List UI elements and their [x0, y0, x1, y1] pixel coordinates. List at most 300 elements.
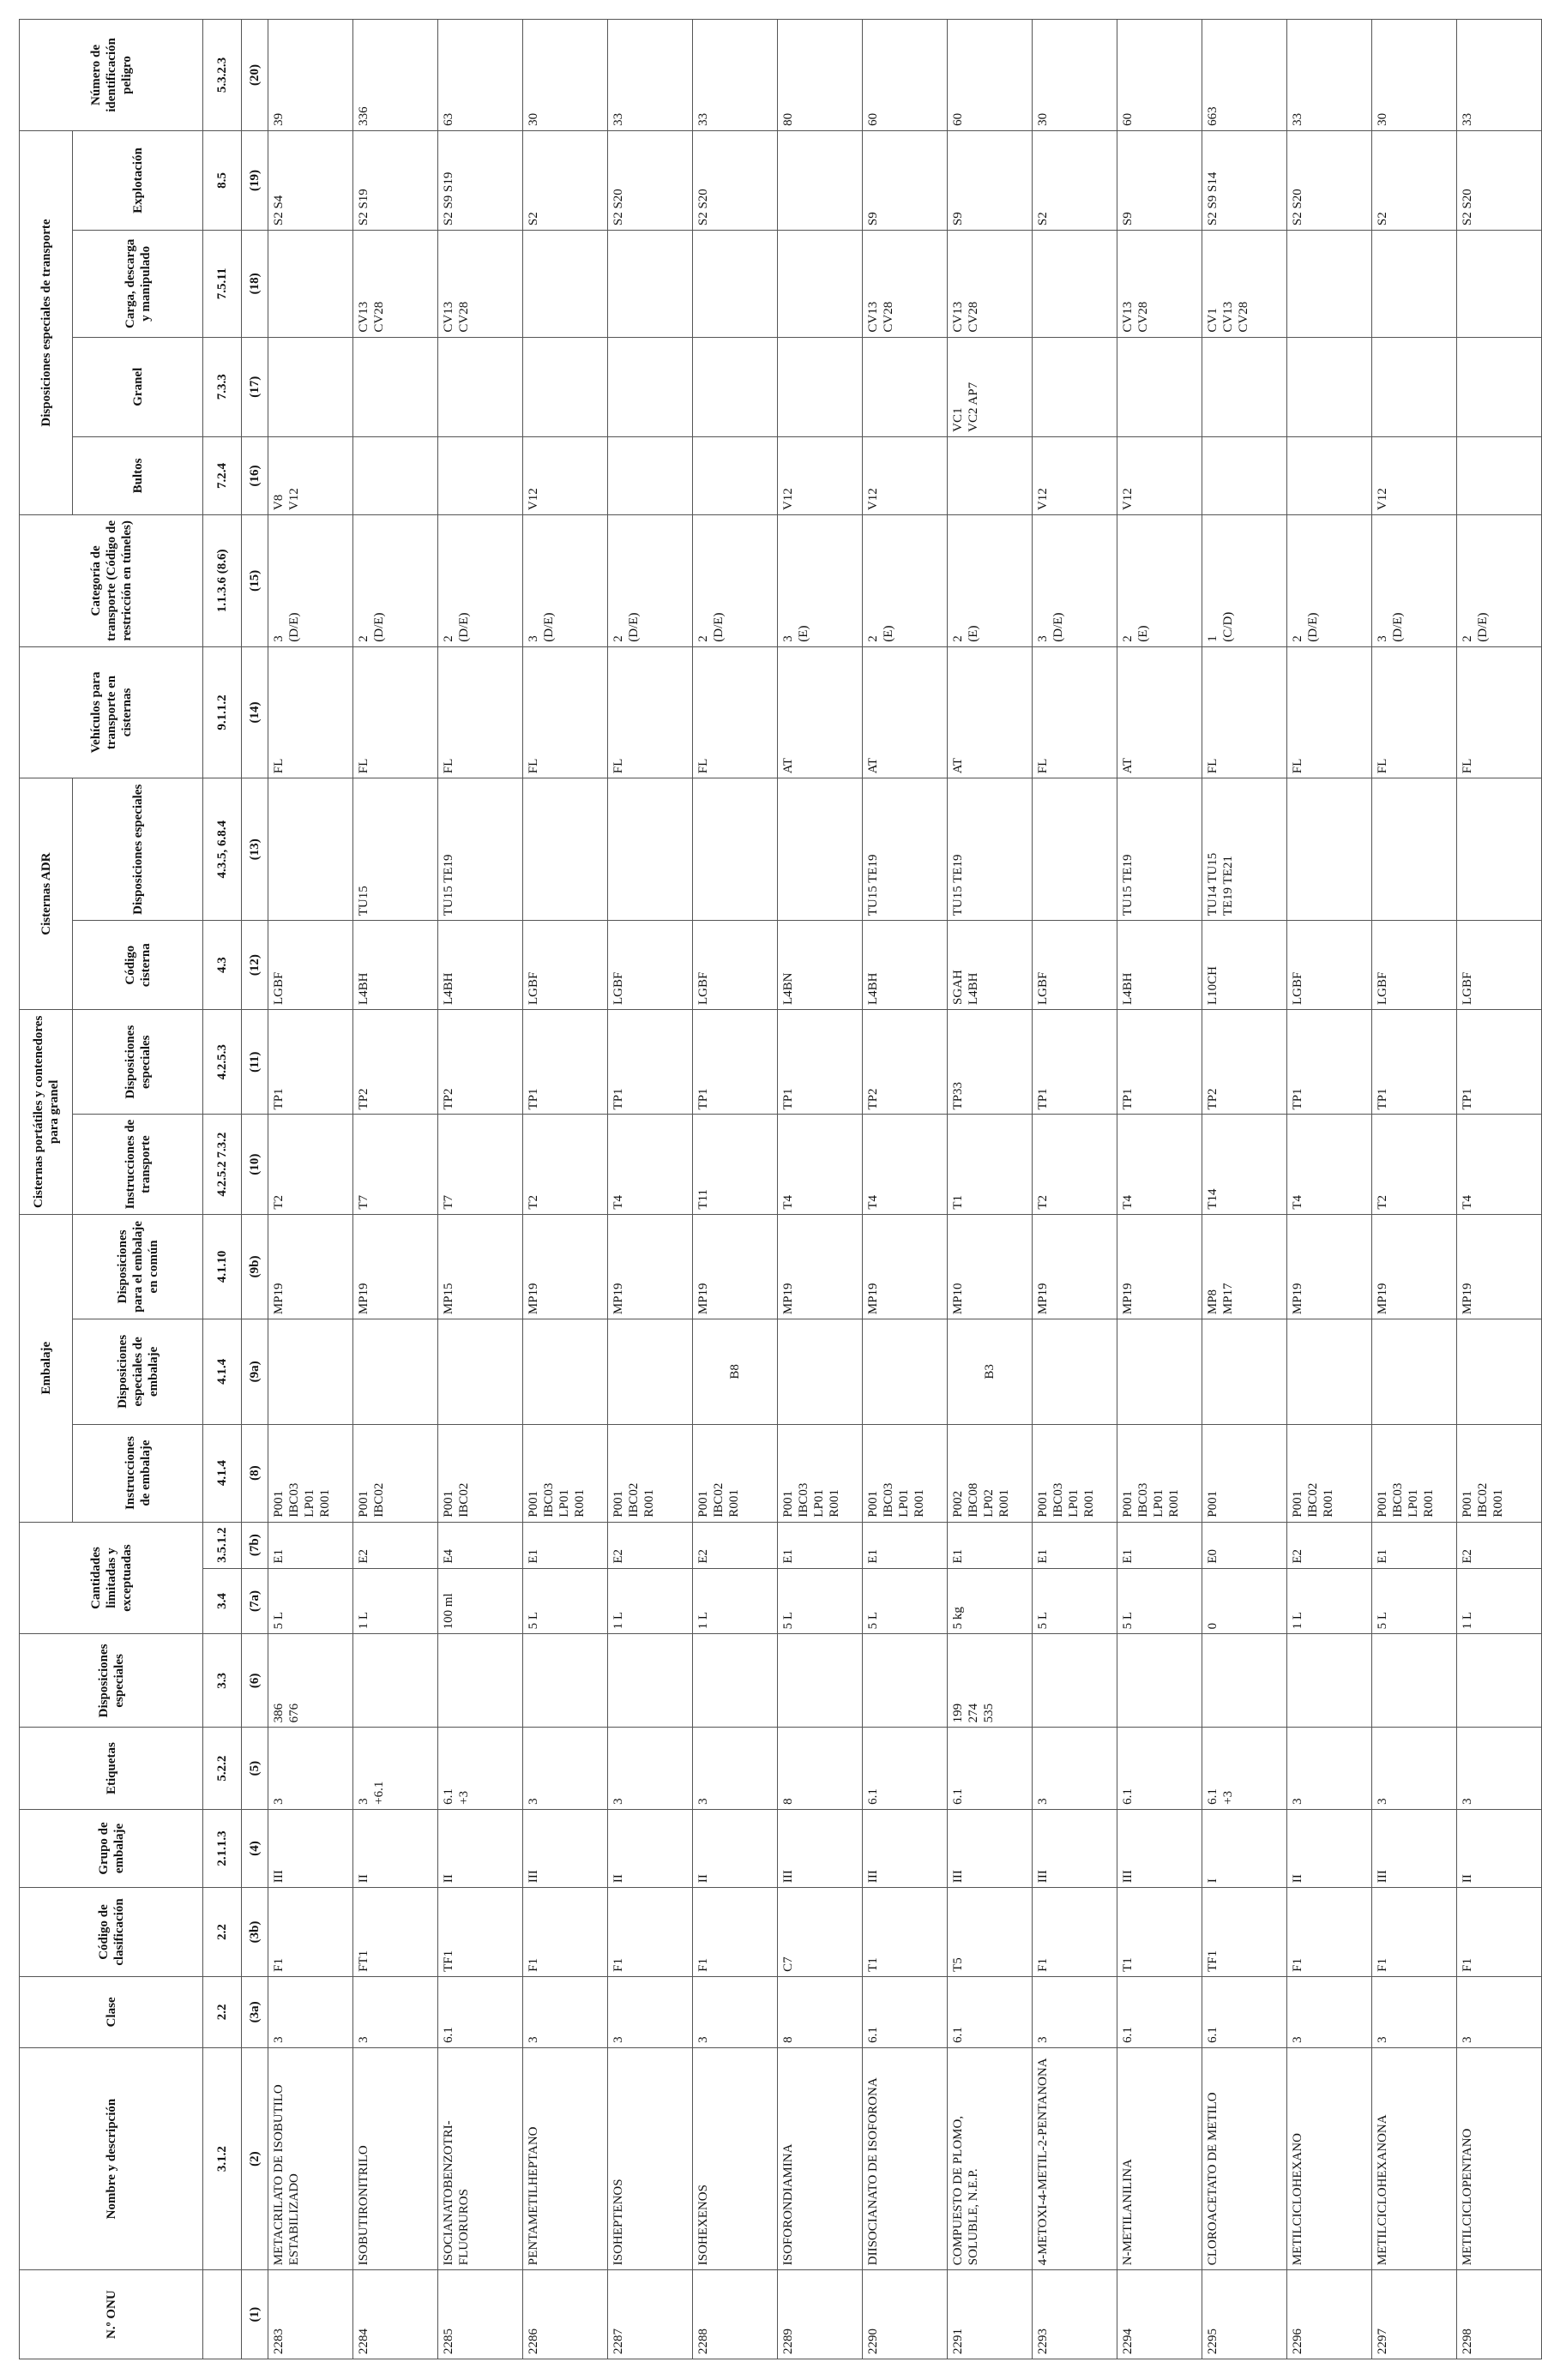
- cell-explotacion: S2 S9 S19: [438, 130, 523, 230]
- cell-carga: CV13 CV28: [863, 231, 948, 338]
- cell-name: PENTAMETILHEPTANO: [523, 2047, 608, 2269]
- header-port-disposiciones: Disposiciones especiales: [73, 1010, 203, 1115]
- cell-vehiculo: FL: [1287, 646, 1372, 778]
- cell-peligro: 63: [438, 20, 523, 131]
- cell-cisterna-portatil-disposiciones: TP33: [948, 1010, 1033, 1115]
- cell-cantidad-limitada: 1 L: [1287, 1568, 1372, 1634]
- cell-clase: 3: [1033, 1976, 1117, 2047]
- cell-name: COMPUESTO DE PLOMO, SOLUBLE, N.E.P.: [948, 2047, 1033, 2269]
- ref-cell: 4.1.4: [203, 1424, 242, 1522]
- cell-un-number: 2294: [1117, 2270, 1202, 2359]
- cell-granel: [863, 337, 948, 436]
- cell-peligro: 39: [268, 20, 353, 131]
- cell-vehiculo: FL: [693, 646, 778, 778]
- cell-etiquetas: 6.1: [863, 1728, 948, 1809]
- cell-name: DIISOCIANATO DE ISOFORONA: [863, 2047, 948, 2269]
- cell-cantidad-limitada: 1 L: [693, 1568, 778, 1634]
- cell-cisterna-disposiciones: TU15 TE19: [438, 778, 523, 921]
- cell-carga: CV13 CV28: [1117, 231, 1202, 338]
- colnum-cell: (12): [242, 921, 268, 1010]
- cell-categoria: 2 (E): [863, 515, 948, 647]
- cell-cisterna-portatil-instrucciones: T2: [1372, 1115, 1457, 1214]
- cell-categoria: 2 (D/E): [1287, 515, 1372, 647]
- cell-etiquetas: 3: [1033, 1728, 1117, 1809]
- cell-grupo: II: [608, 1809, 693, 1887]
- cell-etiquetas: 3: [1372, 1728, 1457, 1809]
- cell-clase: 6.1: [438, 1976, 523, 2047]
- cell-cisterna-disposiciones: [1457, 778, 1542, 921]
- cell-disposiciones-especiales: [1202, 1634, 1287, 1728]
- cell-cantidad-exceptuada: E2: [1287, 1522, 1372, 1568]
- header-carga: Carga, descarga y manipulado: [73, 231, 203, 338]
- cell-explotacion: S9: [1117, 130, 1202, 230]
- colnum-cell: (16): [242, 436, 268, 514]
- cell-embalaje-instrucciones: P001 IBC03 LP01 R001: [268, 1424, 353, 1522]
- cell-bultos: [1457, 436, 1542, 514]
- table-row: [1033, 20, 1117, 2359]
- colnum-cell: (7a): [242, 1568, 268, 1634]
- cell-clase: 3: [353, 1976, 438, 2047]
- cell-categoria: 2 (D/E): [353, 515, 438, 647]
- cell-cisterna-disposiciones: TU15 TE19: [948, 778, 1033, 921]
- cell-cisterna-codigo: LGBF: [693, 921, 778, 1010]
- cell-etiquetas: 8: [778, 1728, 863, 1809]
- cell-codigo: F1: [523, 1888, 608, 1977]
- table-row: [778, 20, 863, 2359]
- cell-carga: [1457, 231, 1542, 338]
- cell-etiquetas: 3: [523, 1728, 608, 1809]
- cell-cisterna-portatil-disposiciones: TP1: [778, 1010, 863, 1115]
- cell-bultos: [353, 436, 438, 514]
- ref-cell: 7.5.11: [203, 231, 242, 338]
- cell-cantidad-limitada: 5 L: [1372, 1568, 1457, 1634]
- cell-cisterna-portatil-disposiciones: TP1: [608, 1010, 693, 1115]
- cell-vehiculo: FL: [438, 646, 523, 778]
- header-explotacion: Explotación: [73, 130, 203, 230]
- cell-categoria: 2 (D/E): [693, 515, 778, 647]
- cell-cisterna-disposiciones: TU15: [353, 778, 438, 921]
- dangerous-goods-table: [19, 19, 1542, 2359]
- cell-bultos: [1287, 436, 1372, 514]
- cell-cisterna-disposiciones: [268, 778, 353, 921]
- cell-cantidad-limitada: 5 L: [523, 1568, 608, 1634]
- cell-carga: CV13 CV28: [948, 231, 1033, 338]
- cell-embalaje-instrucciones: P001 IBC03 LP01 R001: [863, 1424, 948, 1522]
- cell-vehiculo: AT: [1117, 646, 1202, 778]
- cell-clase: 6.1: [948, 1976, 1033, 2047]
- cell-embalaje-instrucciones: P001 IBC02: [438, 1424, 523, 1522]
- ref-cell: 1.1.3.6 (8.6): [203, 515, 242, 647]
- cell-un-number: 2290: [863, 2270, 948, 2359]
- cell-grupo: I: [1202, 1809, 1287, 1887]
- cell-carga: [523, 231, 608, 338]
- cell-cantidad-limitada: 100 ml: [438, 1568, 523, 1634]
- cell-embalaje-comun: MP15: [438, 1214, 523, 1319]
- cell-cisterna-portatil-disposiciones: TP2: [438, 1010, 523, 1115]
- cell-cisterna-portatil-instrucciones: T4: [778, 1115, 863, 1214]
- cell-granel: [608, 337, 693, 436]
- cell-codigo: F1: [268, 1888, 353, 1977]
- header-bultos: Bultos: [73, 436, 203, 514]
- cell-categoria: 2 (D/E): [438, 515, 523, 647]
- cell-peligro: 33: [693, 20, 778, 131]
- cell-categoria: 3 (D/E): [1372, 515, 1457, 647]
- colnum-cell: (15): [242, 515, 268, 647]
- column-number-row: [242, 20, 268, 2359]
- cell-explotacion: S2 S4: [268, 130, 353, 230]
- colnum-cell: (19): [242, 130, 268, 230]
- cell-explotacion: S2 S20: [693, 130, 778, 230]
- cell-codigo: T5: [948, 1888, 1033, 1977]
- cell-cisterna-portatil-disposiciones: TP1: [1033, 1010, 1117, 1115]
- cell-peligro: 30: [523, 20, 608, 131]
- cell-cisterna-portatil-instrucciones: T2: [1033, 1115, 1117, 1214]
- cell-embalaje-comun: MP19: [353, 1214, 438, 1319]
- colnum-cell: (18): [242, 231, 268, 338]
- cell-embalaje-disposiciones: [1117, 1319, 1202, 1424]
- cell-name: METILCICLOHEXANONA: [1372, 2047, 1457, 2269]
- cell-granel: [268, 337, 353, 436]
- cell-disposiciones-especiales: [863, 1634, 948, 1728]
- cell-cantidad-limitada: 5 kg: [948, 1568, 1033, 1634]
- cell-cantidad-exceptuada: E1: [1117, 1522, 1202, 1568]
- cell-clase: 6.1: [1202, 1976, 1287, 2047]
- cell-cisterna-disposiciones: [1287, 778, 1372, 921]
- cell-disposiciones-especiales: 199 274 535: [948, 1634, 1033, 1728]
- header-clase: Clase: [20, 1976, 203, 2047]
- cell-cantidad-limitada: 5 L: [1117, 1568, 1202, 1634]
- cell-embalaje-comun: MP8 MP17: [1202, 1214, 1287, 1319]
- cell-vehiculo: FL: [1457, 646, 1542, 778]
- cell-embalaje-instrucciones: P001 IBC02 R001: [1287, 1424, 1372, 1522]
- cell-cisterna-codigo: LGBF: [1372, 921, 1457, 1010]
- cell-bultos: V12: [523, 436, 608, 514]
- header-disposiciones-especiales: Disposiciones especiales: [20, 1634, 203, 1728]
- cell-embalaje-instrucciones: P001 IBC02: [353, 1424, 438, 1522]
- cell-cantidad-exceptuada: E0: [1202, 1522, 1287, 1568]
- cell-embalaje-comun: MP19: [693, 1214, 778, 1319]
- cell-cantidad-exceptuada: E1: [863, 1522, 948, 1568]
- cell-bultos: [438, 436, 523, 514]
- cell-embalaje-comun: MP19: [863, 1214, 948, 1319]
- cell-disposiciones-especiales: [1287, 1634, 1372, 1728]
- cell-explotacion: S9: [948, 130, 1033, 230]
- ref-cell: [203, 2270, 242, 2359]
- cell-grupo: II: [438, 1809, 523, 1887]
- cell-un-number: 2291: [948, 2270, 1033, 2359]
- cell-categoria: 3 (D/E): [268, 515, 353, 647]
- cell-codigo: T1: [863, 1888, 948, 1977]
- header-emb-disposiciones: Disposiciones especiales de embalaje: [73, 1319, 203, 1424]
- cell-cisterna-codigo: LGBF: [1287, 921, 1372, 1010]
- cell-embalaje-instrucciones: P001 IBC03 LP01 R001: [778, 1424, 863, 1522]
- cell-etiquetas: 6.1: [1117, 1728, 1202, 1809]
- cell-cisterna-disposiciones: [523, 778, 608, 921]
- cell-codigo: FT1: [353, 1888, 438, 1977]
- cell-peligro: 33: [1457, 20, 1542, 131]
- table-row: [1372, 20, 1457, 2359]
- table-row: [523, 20, 608, 2359]
- cell-embalaje-disposiciones: [1287, 1319, 1372, 1424]
- ref-cell: 4.1.4: [203, 1319, 242, 1424]
- ref-cell: 9.1.1.2: [203, 646, 242, 778]
- cell-clase: 3: [1372, 1976, 1457, 2047]
- colnum-cell: (10): [242, 1115, 268, 1214]
- cell-cisterna-codigo: L4BH: [353, 921, 438, 1010]
- cell-cisterna-disposiciones: [1372, 778, 1457, 921]
- cell-etiquetas: 6.1: [948, 1728, 1033, 1809]
- header-emb-comun: Disposiciones para el embalaje en común: [73, 1214, 203, 1319]
- cell-name: N-METILANILINA: [1117, 2047, 1202, 2269]
- cell-un-number: 2285: [438, 2270, 523, 2359]
- cell-vehiculo: FL: [523, 646, 608, 778]
- cell-granel: [438, 337, 523, 436]
- cell-clase: 3: [268, 1976, 353, 2047]
- cell-cisterna-codigo: LGBF: [1457, 921, 1542, 1010]
- cell-explotacion: S2 S20: [608, 130, 693, 230]
- cell-bultos: V12: [1117, 436, 1202, 514]
- cell-codigo: F1: [1033, 1888, 1117, 1977]
- cell-granel: [1372, 337, 1457, 436]
- cell-cantidad-exceptuada: E1: [948, 1522, 1033, 1568]
- table-row: [608, 20, 693, 2359]
- cell-embalaje-instrucciones: P001: [1202, 1424, 1287, 1522]
- header-granel: Granel: [73, 337, 203, 436]
- cell-bultos: V8 V12: [268, 436, 353, 514]
- ref-cell: 2.2: [203, 1976, 242, 2047]
- cell-un-number: 2297: [1372, 2270, 1457, 2359]
- colnum-cell: (14): [242, 646, 268, 778]
- cell-cisterna-portatil-disposiciones: TP1: [1287, 1010, 1372, 1115]
- cell-peligro: 30: [1033, 20, 1117, 131]
- cell-cisterna-portatil-instrucciones: T1: [948, 1115, 1033, 1214]
- cell-cisterna-portatil-disposiciones: TP1: [693, 1010, 778, 1115]
- cell-cisterna-portatil-disposiciones: TP1: [1372, 1010, 1457, 1115]
- cell-cantidad-exceptuada: E1: [1372, 1522, 1457, 1568]
- cell-embalaje-comun: MP19: [778, 1214, 863, 1319]
- cell-embalaje-instrucciones: P001 IBC02 R001: [693, 1424, 778, 1522]
- cell-clase: 3: [1287, 1976, 1372, 2047]
- header-vehiculos: Vehículos para transporte en cisternas: [20, 646, 203, 778]
- cell-cisterna-portatil-instrucciones: T4: [1457, 1115, 1542, 1214]
- cell-vehiculo: AT: [948, 646, 1033, 778]
- cell-explotacion: S2 S20: [1457, 130, 1542, 230]
- cell-cisterna-portatil-disposiciones: TP2: [353, 1010, 438, 1115]
- cell-cisterna-portatil-disposiciones: TP1: [268, 1010, 353, 1115]
- cell-disposiciones-especiales: [1033, 1634, 1117, 1728]
- colnum-cell: (6): [242, 1634, 268, 1728]
- cell-cisterna-portatil-instrucciones: T4: [863, 1115, 948, 1214]
- cell-grupo: II: [1287, 1809, 1372, 1887]
- cell-explotacion: S2 S20: [1287, 130, 1372, 230]
- colnum-cell: (13): [242, 778, 268, 921]
- cell-etiquetas: 3: [1457, 1728, 1542, 1809]
- cell-cisterna-disposiciones: [608, 778, 693, 921]
- ref-cell: 3.1.2: [203, 2047, 242, 2269]
- table-row: [268, 20, 353, 2359]
- cell-bultos: V12: [778, 436, 863, 514]
- cell-cantidad-limitada: 1 L: [1457, 1568, 1542, 1634]
- cell-un-number: 2283: [268, 2270, 353, 2359]
- cell-embalaje-disposiciones: [1033, 1319, 1117, 1424]
- cell-embalaje-disposiciones: B3: [948, 1319, 1033, 1424]
- header-codigo: Código de clasificación: [20, 1888, 203, 1977]
- cell-embalaje-disposiciones: [268, 1319, 353, 1424]
- cell-granel: [693, 337, 778, 436]
- cell-codigo: F1: [1372, 1888, 1457, 1977]
- cell-cantidad-exceptuada: E4: [438, 1522, 523, 1568]
- cell-carga: [1033, 231, 1117, 338]
- cell-cantidad-exceptuada: E2: [353, 1522, 438, 1568]
- cell-cantidad-exceptuada: E2: [1457, 1522, 1542, 1568]
- cell-cisterna-disposiciones: TU15 TE19: [1117, 778, 1202, 921]
- cell-cisterna-portatil-disposiciones: TP2: [1202, 1010, 1287, 1115]
- cell-disposiciones-especiales: [778, 1634, 863, 1728]
- cell-disposiciones-especiales: [608, 1634, 693, 1728]
- cell-peligro: 663: [1202, 20, 1287, 131]
- cell-categoria: 3 (D/E): [523, 515, 608, 647]
- ref-cell: 3.5.1.2: [203, 1522, 242, 1568]
- cell-embalaje-disposiciones: B8: [693, 1319, 778, 1424]
- header-disposiciones-transporte: Disposiciones especiales de transporte: [20, 130, 73, 514]
- cell-etiquetas: 3: [693, 1728, 778, 1809]
- colnum-cell: (1): [242, 2270, 268, 2359]
- cell-cantidad-limitada: 0: [1202, 1568, 1287, 1634]
- header-adr-codigo: Código cisterna: [73, 921, 203, 1010]
- ref-cell: 5.3.2.3: [203, 20, 242, 131]
- cell-clase: 6.1: [863, 1976, 948, 2047]
- cell-embalaje-disposiciones: [1202, 1319, 1287, 1424]
- cell-clase: 6.1: [1117, 1976, 1202, 2047]
- table-body: [268, 20, 1542, 2359]
- cell-name: CLOROACETATO DE METILO: [1202, 2047, 1287, 2269]
- cell-etiquetas: 3: [1287, 1728, 1372, 1809]
- cell-peligro: 33: [608, 20, 693, 131]
- cell-carga: [693, 231, 778, 338]
- ref-cell: 7.3.3: [203, 337, 242, 436]
- ref-cell: 4.2.5.3: [203, 1010, 242, 1115]
- header-etiquetas: Etiquetas: [20, 1728, 203, 1809]
- cell-cisterna-disposiciones: [693, 778, 778, 921]
- cell-cisterna-portatil-disposiciones: TP1: [1117, 1010, 1202, 1115]
- table-row: [948, 20, 1033, 2359]
- cell-name: ISOCIANATOBENZOTRI-FLUORUROS: [438, 2047, 523, 2269]
- header-grupo: Grupo de embalaje: [20, 1809, 203, 1887]
- cell-cantidad-limitada: 5 L: [1033, 1568, 1117, 1634]
- colnum-cell: (3a): [242, 1976, 268, 2047]
- cell-embalaje-instrucciones: P001 IBC02 R001: [608, 1424, 693, 1522]
- cell-codigo: F1: [1287, 1888, 1372, 1977]
- ref-cell: 3.3: [203, 1634, 242, 1728]
- cell-vehiculo: FL: [1202, 646, 1287, 778]
- cell-carga: [608, 231, 693, 338]
- cell-embalaje-instrucciones: P001 IBC03 LP01 R001: [1117, 1424, 1202, 1522]
- cell-categoria: 2 (D/E): [1457, 515, 1542, 647]
- cell-embalaje-comun: MP19: [268, 1214, 353, 1319]
- cell-embalaje-instrucciones: P001 IBC03 LP01 R001: [1033, 1424, 1117, 1522]
- ref-cell: 2.1.1.3: [203, 1809, 242, 1887]
- cell-peligro: 60: [1117, 20, 1202, 131]
- cell-carga: [268, 231, 353, 338]
- cell-cisterna-portatil-instrucciones: T4: [1287, 1115, 1372, 1214]
- ref-cell: 4.3.5, 6.8.4: [203, 778, 242, 921]
- cell-embalaje-disposiciones: [438, 1319, 523, 1424]
- cell-embalaje-comun: MP19: [1117, 1214, 1202, 1319]
- cell-cisterna-portatil-instrucciones: T4: [1117, 1115, 1202, 1214]
- cell-cisterna-portatil-instrucciones: T11: [693, 1115, 778, 1214]
- cell-name: METACRILATO DE ISOBUTILO ESTABILIZADO: [268, 2047, 353, 2269]
- cell-carga: CV1 CV13 CV28: [1202, 231, 1287, 338]
- cell-cisterna-portatil-instrucciones: T2: [268, 1115, 353, 1214]
- cell-un-number: 2289: [778, 2270, 863, 2359]
- cell-etiquetas: 6.1 +3: [438, 1728, 523, 1809]
- cell-carga: CV13 CV28: [353, 231, 438, 338]
- cell-un-number: 2288: [693, 2270, 778, 2359]
- cell-vehiculo: FL: [1033, 646, 1117, 778]
- cell-grupo: III: [523, 1809, 608, 1887]
- cell-name: ISOHEXENOS: [693, 2047, 778, 2269]
- reference-row: [203, 20, 242, 2359]
- cell-embalaje-disposiciones: [608, 1319, 693, 1424]
- header-adr-disposiciones: Disposiciones especiales: [73, 778, 203, 921]
- header-port-instrucciones: Instrucciones de transporte: [73, 1115, 203, 1214]
- ref-cell: 5.2.2: [203, 1728, 242, 1809]
- ref-cell: 4.2.5.2 7.3.2: [203, 1115, 242, 1214]
- cell-grupo: II: [353, 1809, 438, 1887]
- cell-cisterna-disposiciones: [1033, 778, 1117, 921]
- cell-cisterna-disposiciones: TU15 TE19: [863, 778, 948, 921]
- cell-categoria: 2 (E): [948, 515, 1033, 647]
- cell-un-number: 2298: [1457, 2270, 1542, 2359]
- cell-un-number: 2293: [1033, 2270, 1117, 2359]
- cell-name: METILCICLOHEXANO: [1287, 2047, 1372, 2269]
- cell-etiquetas: 3: [608, 1728, 693, 1809]
- cell-disposiciones-especiales: [1457, 1634, 1542, 1728]
- colnum-cell: (2): [242, 2047, 268, 2269]
- cell-grupo: III: [778, 1809, 863, 1887]
- colnum-cell: (11): [242, 1010, 268, 1115]
- cell-embalaje-disposiciones: [778, 1319, 863, 1424]
- cell-grupo: II: [693, 1809, 778, 1887]
- header-peligro: Número de identificación peligro: [20, 20, 203, 131]
- cell-bultos: V12: [863, 436, 948, 514]
- cell-bultos: [1202, 436, 1287, 514]
- cell-cisterna-codigo: L4BH: [438, 921, 523, 1010]
- cell-bultos: [608, 436, 693, 514]
- cell-peligro: 33: [1287, 20, 1372, 131]
- cell-embalaje-comun: MP19: [523, 1214, 608, 1319]
- cell-bultos: [948, 436, 1033, 514]
- cell-explotacion: S9: [863, 130, 948, 230]
- cell-cisterna-codigo: LGBF: [1033, 921, 1117, 1010]
- table-row: [1117, 20, 1202, 2359]
- cell-vehiculo: FL: [1372, 646, 1457, 778]
- table-row: [353, 20, 438, 2359]
- cell-embalaje-comun: MP19: [1287, 1214, 1372, 1319]
- cell-cisterna-disposiciones: TU14 TU15 TE19 TE21: [1202, 778, 1287, 921]
- cell-embalaje-disposiciones: [1457, 1319, 1542, 1424]
- colnum-cell: (4): [242, 1809, 268, 1887]
- cell-cisterna-portatil-instrucciones: T14: [1202, 1115, 1287, 1214]
- cell-grupo: III: [1033, 1809, 1117, 1887]
- cell-codigo: T1: [1117, 1888, 1202, 1977]
- cell-bultos: [693, 436, 778, 514]
- cell-peligro: 80: [778, 20, 863, 131]
- cell-granel: [523, 337, 608, 436]
- cell-cantidad-exceptuada: E1: [778, 1522, 863, 1568]
- cell-carga: [778, 231, 863, 338]
- cell-categoria: 2 (D/E): [608, 515, 693, 647]
